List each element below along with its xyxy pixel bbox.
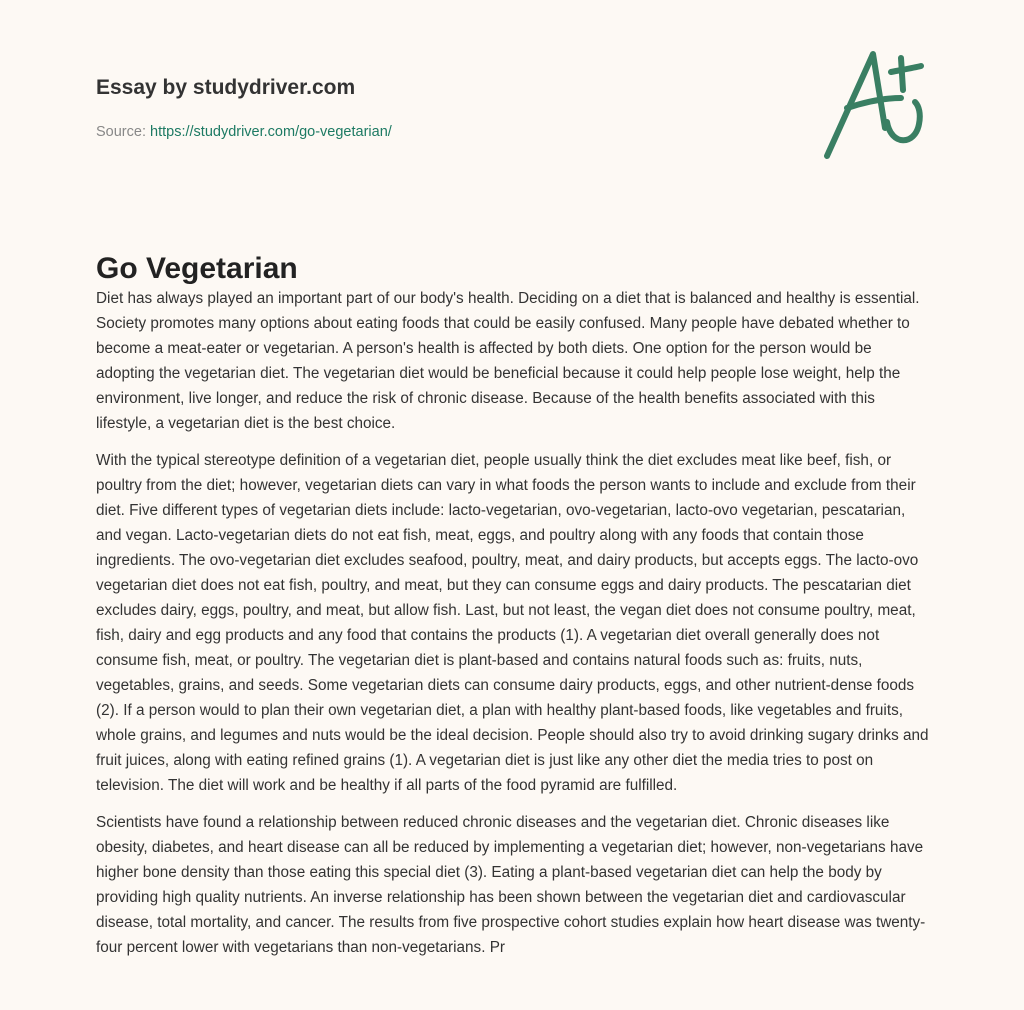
essay-body [96,286,930,972]
essay-paragraph: Diet has always played an important part of our body's health. Deciding on a diet that is balanced and healthy is essential. Society promotes many options about eating foods that could be easily confused. Many people have debated whether to become a meat-eater or vegetarian. A person's health is affected by both diets. One option for the person would be adopting the vegetarian diet. The vegetarian diet would be beneficial because it could help people lose weight, help the environment, live longer, and reduce the risk of chronic disease. Because of the health benefits associated with this lifestyle, a vegetarian diet is the best choice. [96,290,920,432]
source-link[interactable]: https://studydriver.com/go-vegetarian/ [150,124,392,140]
site-title: Essay by studydriver.com [96,76,356,99]
a-plus-logo-icon [815,38,935,168]
source-line [96,124,392,140]
essay-paragraph: With the typical stereotype definition of a vegetarian diet, people usually think the diet excludes meat like beef, fish, or poultry from the diet; however, vegetarian diets can vary in what foods the person wants to include and exclude from their diet. Five different types of vegetarian diets include: lacto-vegetarian, ovo-vegetarian, lacto-ovo vegetarian, pescatarian, and vegan. Lacto-vegetarian diets do not eat fish, meat, eggs, and poultry along with any foods that contain those ingredients. The ovo-vegetarian diet excludes seafood, poultry, meat, and dairy products, but accepts eggs. The lacto-ovo vegetarian diet does not eat fish, poultry, and meat, but they can consume eggs and dairy products. The pescatarian diet excludes dairy, eggs, poultry, and meat, but allow fish. Last, but not least, the vegan diet does not consume poultry, meat, fish, dairy and egg products and any food that contains the products (1). A vegetarian diet overall generally does not consume fish, meat, or poultry. The vegetarian diet is plant-based and contains natural foods such as: fruits, nuts, vegetables, grains, and seeds. Some vegetarian diets can consume dairy products, eggs, and other nutrient-dense foods (2). If a person would to plan their own vegetarian diet, a plan with healthy plant-based foods, like vegetables and fruits, whole grains, and legumes and nuts would be the ideal decision. People should also try to avoid drinking sugary drinks and fruit juices, along with eating refined grains (1). A vegetarian diet is just like any other diet the media tries to post on television. The diet will work and be healthy if all parts of the food pyramid are fulfilled. [96,452,929,794]
essay-paragraph: Scientists have found a relationship between reduced chronic diseases and the vegetarian diet. Chronic diseases like obesity, diabetes, and heart disease can all be reduced by implementing a vegetarian diet; however, non-vegetarians have higher bone density than those eating this special diet (3). Eating a plant-based vegetarian diet can help the body by providing high quality nutrients. An inverse relationship has been shown between the vegetarian diet and cardiovascular disease, total mortality, and cancer. The results from five prospective cohort studies explain how heart disease was twenty-four percent lower with vegetarians than non-vegetarians. Pr [96,814,926,956]
source-label: Source: [96,124,146,140]
essay-title: Go Vegetarian [96,252,298,285]
